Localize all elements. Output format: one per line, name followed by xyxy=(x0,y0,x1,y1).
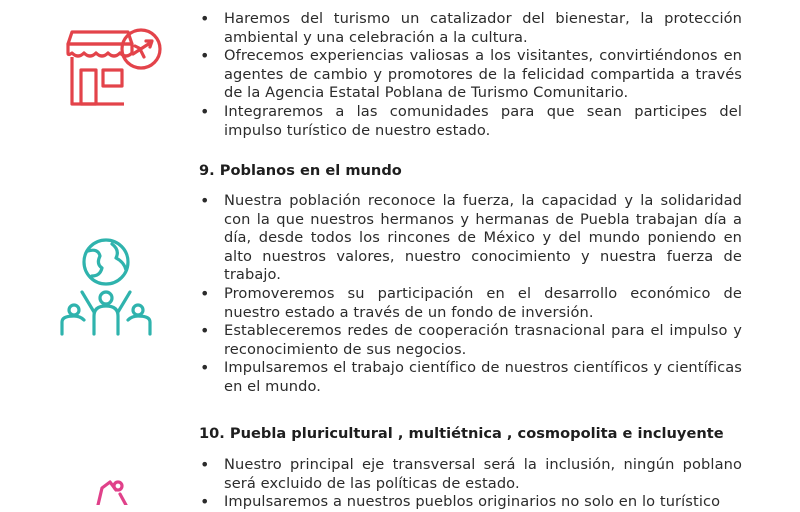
list-item: • Nuestro principal eje transversal será la inclusión, ningún poblano será excluido de las políticas de estado. xyxy=(200,456,742,493)
list-item: • Nuestra población reconoce la fuerza, la capacidad y la solidaridad con la que nuestros hermanos y hermanas de Puebla trabajan día a día, desde todos los rincones de México y del mundo poniendo en alto nuestros valores, nuestro conocimiento y nuestra fuerza de trabajo. xyxy=(200,192,742,285)
section-heading-10: 10. Puebla pluricultural , multiétnica , cosmopolita e incluyente xyxy=(199,425,724,442)
section-heading-9: 9. Poblanos en el mundo xyxy=(199,162,402,179)
list-item: • Haremos del turismo un catalizador del bienestar, la protección ambiental y una celebración a la cultura. xyxy=(200,10,742,47)
inclusion-icon xyxy=(80,478,140,505)
section-10-bullet-list xyxy=(200,456,742,512)
list-item: • Ofrecemos experiencias valiosas a los visitantes, convirtiéndonos en agentes de cambio y promotores de la felicidad compartida a través de la Agencia Estatal Poblana de Turismo Comunitario. xyxy=(200,47,742,103)
list-item: • Promoveremos su participación en el desarrollo económico de nuestro estado a través de un fondo de inversión. xyxy=(200,285,742,322)
section-9-bullet-list xyxy=(200,192,742,397)
list-item: • Impulsaremos el trabajo científico de nuestros científicos y científicas en el mundo. xyxy=(200,359,742,396)
top-bullet-list xyxy=(200,10,742,140)
list-item: • Integraremos a las comunidades para que sean participes del impulso turístico de nuestro estado. xyxy=(200,103,742,140)
globe-people-icon xyxy=(54,236,158,336)
list-item: • Estableceremos redes de cooperación trasnacional para el impulso y reconocimiento de sus negocios. xyxy=(200,322,742,359)
store-plane-icon xyxy=(62,26,168,106)
list-item: • Impulsaremos a nuestros pueblos originarios no solo en lo turístico xyxy=(200,493,742,512)
